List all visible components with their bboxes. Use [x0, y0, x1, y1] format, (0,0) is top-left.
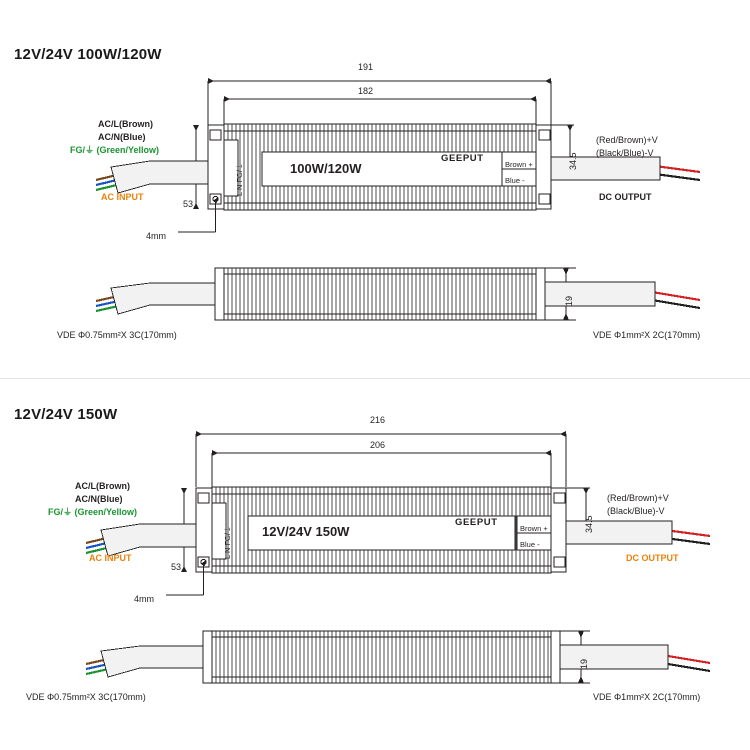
terminal-strip-100w: L N FG/⏚ [235, 162, 244, 196]
model-label-100w: 100W/120W [290, 161, 362, 176]
label-dc-negative-150w: (Black/Blue)-V [607, 506, 665, 516]
section-title-100w: 12V/24V 100W/120W [14, 46, 162, 63]
terminal-strip-150w: L N FG/⏚ [223, 525, 232, 559]
brand-logo-150w: GEEPUT [455, 517, 498, 528]
dim-height-150w: 34.5 [584, 515, 594, 533]
dim-inner-length-150w: 206 [370, 440, 386, 450]
section-title-150w: 12V/24V 150W [14, 406, 118, 423]
dim-thickness-150w: 19 [579, 658, 589, 669]
dim-height-100w: 34.5 [568, 152, 578, 170]
label-dc-positive-150w: (Red/Brown)+V [607, 493, 669, 503]
dim-mount-hole-100w: 4mm [146, 231, 166, 241]
label-ac-input-100w: AC INPUT [101, 192, 144, 202]
dim-inner-length-100w: 182 [358, 86, 374, 96]
section-divider [0, 378, 750, 379]
label-dc-output-150w: DC OUTPUT [626, 553, 679, 563]
terminal-negative-150w: Blue - [520, 540, 540, 549]
cable-spec-input-100w: VDE Φ0.75mm²X 3C(170mm) [57, 330, 177, 340]
dim-outer-length-150w: 216 [370, 415, 386, 425]
label-ac-l-150w: AC/L(Brown) [75, 481, 130, 491]
label-fg-100w: FG/⏚ (Green/Yellow) [70, 145, 160, 155]
dim-thickness-100w: 19 [564, 295, 574, 306]
dim-width-100w: 53 [183, 199, 194, 209]
label-ac-n-100w: AC/N(Blue) [98, 132, 146, 142]
terminal-positive-100w: Brown + [505, 160, 533, 169]
label-ac-input-150w: AC INPUT [89, 553, 132, 563]
label-dc-negative-100w: (Black/Blue)-V [596, 148, 654, 158]
dim-outer-length-100w: 191 [358, 62, 374, 72]
terminal-positive-150w: Brown + [520, 524, 548, 533]
brand-logo-100w: GEEPUT [441, 153, 484, 164]
terminal-negative-100w: Blue - [505, 176, 525, 185]
dim-mount-hole-150w: 4mm [134, 594, 154, 604]
label-fg-150w: FG/⏚ (Green/Yellow) [48, 507, 138, 517]
label-ac-n-150w: AC/N(Blue) [75, 494, 123, 504]
cable-spec-input-150w: VDE Φ0.75mm²X 3C(170mm) [26, 692, 146, 702]
cable-spec-output-150w: VDE Φ1mm²X 2C(170mm) [593, 692, 701, 702]
label-dc-positive-100w: (Red/Brown)+V [596, 135, 658, 145]
model-label-150w: 12V/24V 150W [262, 524, 350, 539]
label-ac-l-100w: AC/L(Brown) [98, 119, 153, 129]
label-dc-output-100w: DC OUTPUT [599, 192, 652, 202]
dim-width-150w: 53 [171, 562, 182, 572]
cable-spec-output-100w: VDE Φ1mm²X 2C(170mm) [593, 330, 701, 340]
